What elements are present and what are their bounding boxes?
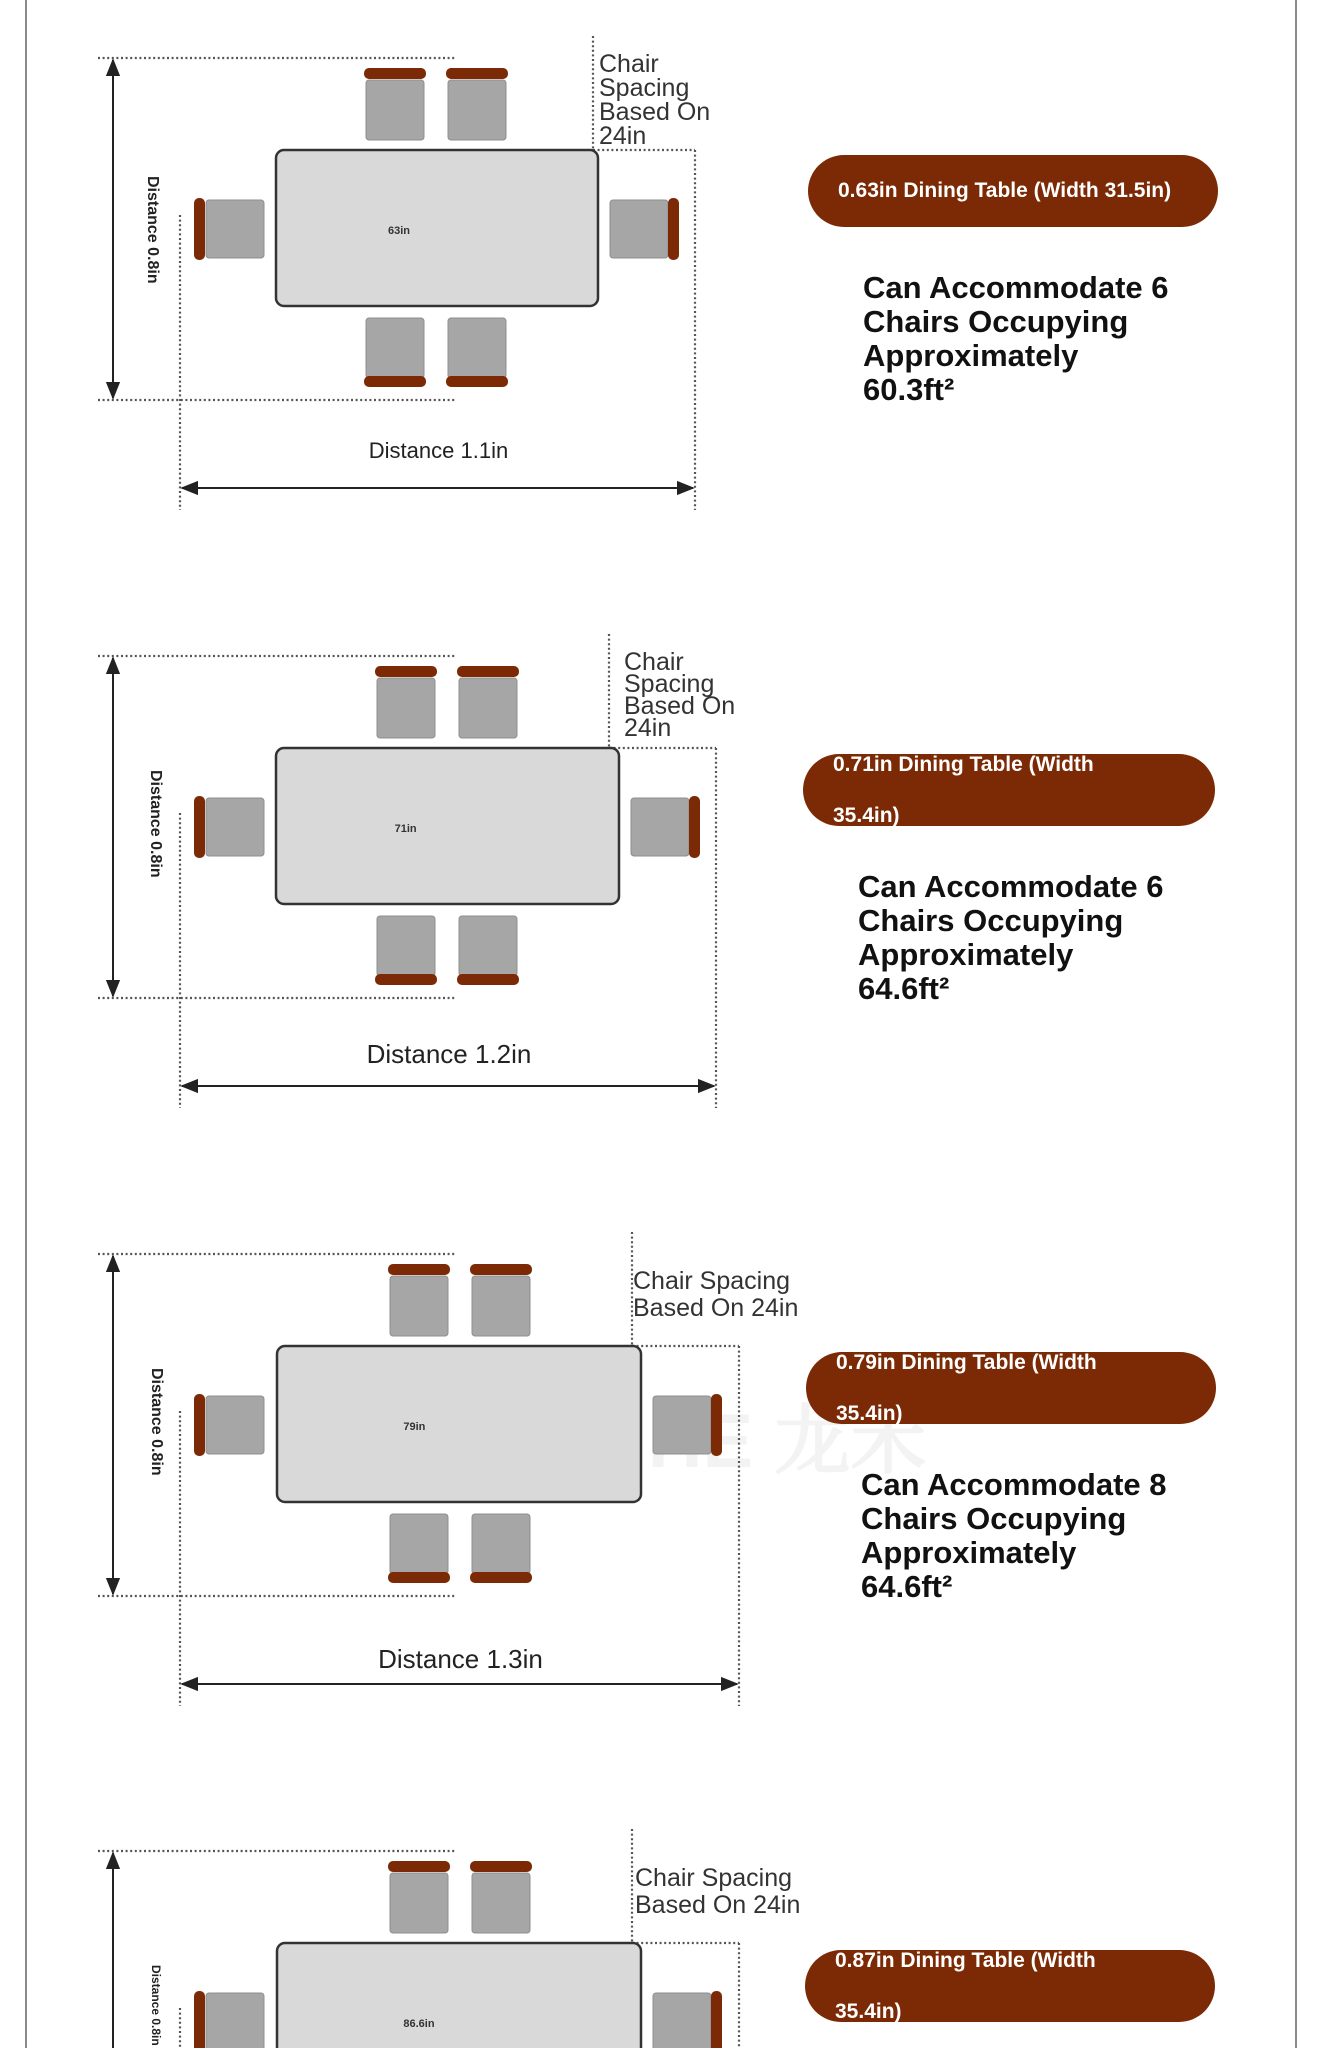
chair-spacing-label: Chair xyxy=(624,648,684,676)
chair-top-2-back xyxy=(470,1861,532,1872)
chair-top-1-back xyxy=(388,1861,450,1872)
table-size-pill-line: 35.4in) xyxy=(836,1401,903,1425)
table-length-label: 71in xyxy=(394,823,417,835)
capacity-line: Can Accommodate 6 xyxy=(858,869,1164,904)
table-length-label: 63in xyxy=(388,225,411,237)
chair-top-1-back xyxy=(388,1264,450,1275)
chair-left-back xyxy=(194,1394,205,1456)
capacity-text xyxy=(858,870,1218,1006)
chair-bottom-2-back xyxy=(470,1572,532,1583)
chair-spacing-label: Based On 24in xyxy=(633,1294,799,1322)
chair-spacing-label: Based On xyxy=(624,692,736,720)
table-top xyxy=(277,1346,641,1502)
chair-spacing-label: Chair Spacing xyxy=(635,1864,793,1892)
table-size-pill xyxy=(803,754,1215,826)
capacity-line: Chairs Occupying xyxy=(858,903,1124,938)
chair-bottom-1-back xyxy=(388,1572,450,1583)
vertical-distance-label: Distance 0.8in xyxy=(147,770,164,878)
chair-spacing-label: 24in xyxy=(624,714,672,742)
chair-right-back xyxy=(689,796,700,858)
table-length-label: 86.6in xyxy=(403,2018,435,2030)
capacity-line: 64.6ft² xyxy=(861,1569,953,1604)
capacity-line: Can Accommodate 6 xyxy=(863,270,1169,305)
chair-top-1-seat xyxy=(390,1276,448,1336)
chair-left-seat xyxy=(206,1396,264,1454)
vertical-distance-label: Distance 0.8in xyxy=(144,176,161,284)
chair-spacing-label: Based On xyxy=(599,98,711,126)
horizontal-distance-label: Distance 1.1in xyxy=(368,438,509,463)
table-top xyxy=(276,150,598,306)
section-2 xyxy=(98,634,735,1108)
capacity-line: 64.6ft² xyxy=(858,971,950,1006)
table-size-pill-line: 0.79in Dining Table (Width xyxy=(836,1351,1097,1375)
table-top xyxy=(276,748,619,904)
section-4 xyxy=(98,1829,800,2048)
table-size-pill-line: 0.71in Dining Table (Width xyxy=(833,753,1094,777)
table-size-pill-line: 0.63in Dining Table (Width 31.5in) xyxy=(838,179,1172,203)
table-length-label: 79in xyxy=(403,1421,426,1433)
chair-top-2-seat xyxy=(472,1873,530,1933)
chair-top-1-seat xyxy=(390,1873,448,1933)
capacity-line: Approximately xyxy=(858,937,1074,972)
chair-bottom-1-seat xyxy=(377,916,435,976)
chair-spacing-label: Spacing xyxy=(624,670,715,698)
chair-right-seat xyxy=(653,1993,711,2048)
chair-spacing-label: Based On 24in xyxy=(635,1891,801,1919)
chair-bottom-2-seat xyxy=(448,318,506,378)
chair-bottom-2-back xyxy=(446,376,508,387)
chair-right-seat xyxy=(653,1396,711,1454)
chair-right-back xyxy=(711,1394,722,1456)
chair-spacing-label: Chair xyxy=(599,50,659,78)
chair-bottom-1-back xyxy=(364,376,426,387)
chair-right-seat xyxy=(631,798,689,856)
chair-left-back xyxy=(194,796,205,858)
vertical-distance-label: Distance 0.8in xyxy=(149,1965,163,2046)
capacity-line: Approximately xyxy=(861,1535,1077,1570)
chair-top-2-back xyxy=(470,1264,532,1275)
chair-top-2-seat xyxy=(448,80,506,140)
chair-spacing-label: Spacing xyxy=(599,74,690,102)
horizontal-distance-label: Distance 1.2in xyxy=(366,1039,532,1069)
table-size-pill xyxy=(806,1352,1216,1424)
section-1 xyxy=(98,36,710,510)
chair-bottom-1-back xyxy=(375,974,437,985)
capacity-text xyxy=(861,1468,1221,1604)
chair-top-2-back xyxy=(446,68,508,79)
chair-bottom-1-seat xyxy=(366,318,424,378)
chair-top-2-seat xyxy=(472,1276,530,1336)
chair-bottom-2-seat xyxy=(472,1514,530,1574)
table-size-pill-line: 35.4in) xyxy=(833,803,900,827)
chair-left-seat xyxy=(206,1993,264,2048)
chair-bottom-2-seat xyxy=(459,916,517,976)
capacity-line: Approximately xyxy=(863,338,1079,373)
vertical-distance-label: Distance 0.8in xyxy=(148,1368,165,1476)
chair-left-back xyxy=(194,198,205,260)
chair-left-seat xyxy=(206,798,264,856)
chair-bottom-1-seat xyxy=(390,1514,448,1574)
chair-bottom-2-back xyxy=(457,974,519,985)
chair-top-2-back xyxy=(457,666,519,677)
table-size-pill xyxy=(808,155,1218,227)
capacity-text xyxy=(863,271,1223,407)
chair-right-seat xyxy=(610,200,668,258)
capacity-line: Can Accommodate 8 xyxy=(861,1467,1167,1502)
chair-top-1-seat xyxy=(366,80,424,140)
chair-right-back xyxy=(668,198,679,260)
chair-spacing-label: 24in xyxy=(599,122,647,150)
table-top xyxy=(277,1943,641,2048)
chair-spacing-label: Chair Spacing xyxy=(633,1267,791,1295)
capacity-line: Chairs Occupying xyxy=(863,304,1129,339)
chair-right-back xyxy=(711,1991,722,2048)
chair-top-1-seat xyxy=(377,678,435,738)
table-size-pill xyxy=(805,1950,1215,2022)
table-size-pill-line: 35.4in) xyxy=(835,1999,902,2023)
chair-top-2-seat xyxy=(459,678,517,738)
table-size-pill-line: 0.87in Dining Table (Width xyxy=(835,1949,1096,1973)
chair-top-1-back xyxy=(364,68,426,79)
horizontal-distance-label: Distance 1.3in xyxy=(378,1644,543,1674)
chair-left-seat xyxy=(206,200,264,258)
capacity-line: 60.3ft² xyxy=(863,372,955,407)
chair-top-1-back xyxy=(375,666,437,677)
chair-left-back xyxy=(194,1991,205,2048)
capacity-line: Chairs Occupying xyxy=(861,1501,1127,1536)
